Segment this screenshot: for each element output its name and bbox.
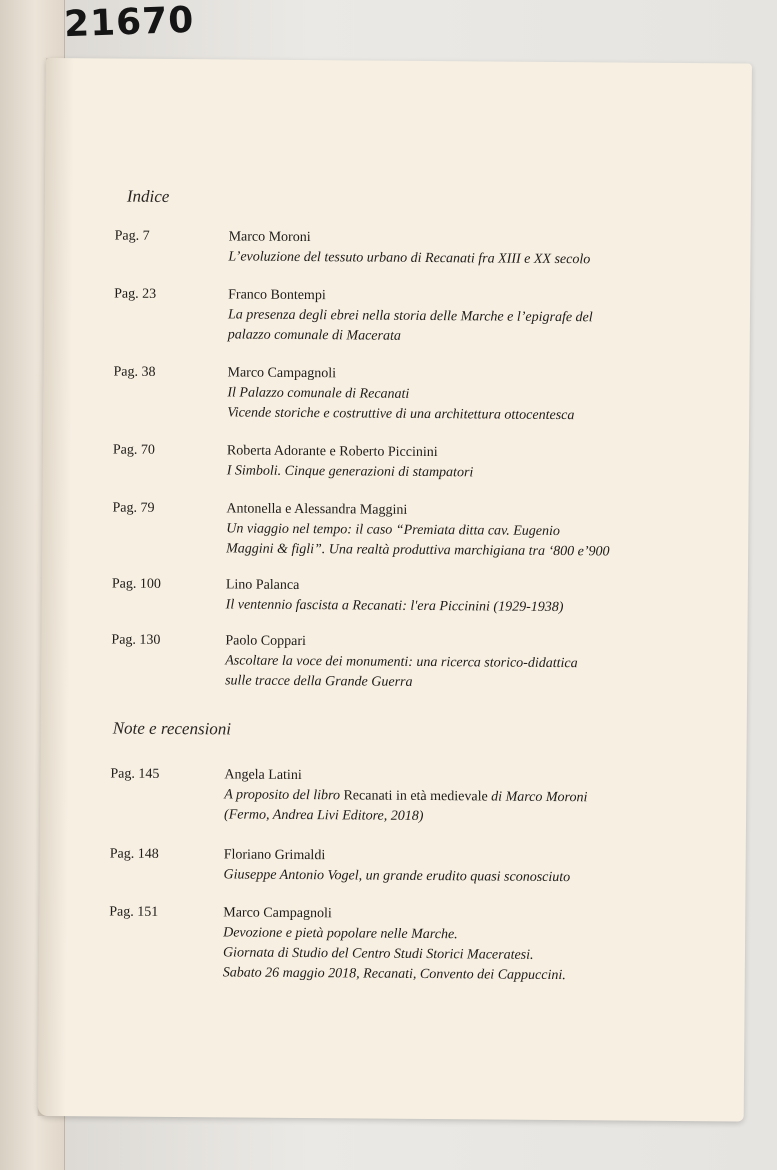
entry-title-line: L’evoluzione del tessuto urbano di Recanati fra XIII e XX secolo <box>228 249 591 268</box>
entry-author: Floriano Grimaldi <box>223 847 326 864</box>
entry-title-line: Devozione e pietà popolare nelle Marche. <box>223 925 458 943</box>
toc-entry <box>114 227 675 268</box>
entry-content <box>224 765 654 828</box>
toc-entry <box>109 845 670 886</box>
entry-content <box>226 575 656 618</box>
page-number: Pag. 148 <box>109 846 159 862</box>
entry-title-line: I Simboli. Cinque generazioni di stampatori <box>226 463 474 481</box>
entry-title-part: di Marco Moroni <box>487 789 588 806</box>
toc-entry <box>109 903 669 984</box>
section-heading-note: Note e recensioni <box>112 718 232 739</box>
entry-author: Angela Latini <box>224 767 302 784</box>
entry-content <box>225 631 655 694</box>
page-number: Pag. 38 <box>113 364 156 380</box>
entry-title-line: palazzo comunale di Macerata <box>227 327 401 344</box>
entry-title-line: Un viaggio nel tempo: il caso “Premiata ditta cav. Eugenio <box>226 521 560 540</box>
entry-content <box>227 441 657 484</box>
entry-title-line: Giuseppe Antonio Vogel, un grande erudito quasi sconosciuto <box>223 867 571 886</box>
page-number: Pag. 145 <box>110 766 160 782</box>
entry-title-line: (Fermo, Andrea Livi Editore, 2018) <box>224 807 424 824</box>
entry-title-line: Vicende storiche e costruttive di una architettura ottocentesca <box>227 405 575 424</box>
page-number: Pag. 7 <box>114 228 150 244</box>
entry-title-line: Giornata di Studio del Centro Studi Storici Maceratesi. <box>222 945 534 963</box>
entry-title-line: Il Palazzo comunale di Recanati <box>227 385 410 402</box>
entry-author: Marco Campagnoli <box>227 365 337 382</box>
page-number: Pag. 130 <box>111 632 161 648</box>
page-number: Pag. 79 <box>112 500 155 516</box>
page-number: Pag. 100 <box>111 576 161 592</box>
entry-content <box>224 845 654 888</box>
entry-content <box>223 903 654 986</box>
entry-title-line: Il ventennio fascista a Recanati: l'era Piccinini (1929-1938) <box>225 597 564 616</box>
entry-content <box>228 285 658 348</box>
page-number: Pag. 151 <box>109 904 159 920</box>
toc-entry <box>114 285 674 344</box>
entry-content <box>228 227 658 270</box>
entry-content <box>226 499 656 562</box>
page-number: Pag. 70 <box>112 442 155 458</box>
entry-author: Antonella e Alessandra Maggini <box>226 501 408 518</box>
book-title: Recanati in età medievale <box>343 788 488 805</box>
entry-author: Marco Moroni <box>228 229 311 246</box>
book-page <box>38 58 752 1122</box>
toc-entry <box>113 363 674 424</box>
entry-author: Lino Palanca <box>225 577 300 594</box>
toc-entry <box>111 631 672 690</box>
entry-author: Roberta Adorante e Roberto Piccinini <box>226 443 438 461</box>
handwritten-annotation: 21670 <box>63 0 195 46</box>
toc-entry <box>110 765 670 824</box>
entry-content <box>227 363 657 426</box>
entry-title-line: Sabato 26 maggio 2018, Recanati, Convento dei Cappuccini. <box>222 965 566 984</box>
entry-author: Paolo Coppari <box>225 633 306 650</box>
entry-title-line: Ascoltare la voce dei monumenti: una ricerca storico-didattica <box>225 653 578 672</box>
page-number: Pag. 23 <box>114 286 157 302</box>
toc-entry <box>111 575 672 616</box>
toc-entry <box>112 441 673 481</box>
entry-title-line: sulle tracce della Grande Guerra <box>225 673 413 690</box>
entry-title-part: A proposito del libro <box>224 787 344 804</box>
entry-author: Marco Campagnoli <box>223 905 332 922</box>
section-heading-indice: Indice <box>126 186 170 206</box>
entry-title-line: La presenza degli ebrei nella storia delle Marche e l’epigrafe del <box>227 307 593 326</box>
toc-entry <box>112 499 673 560</box>
entry-title-line: Maggini & figli”. Una realtà produttiva marchigiana tra ‘800 e’900 <box>226 541 610 560</box>
entry-author: Franco Bontempi <box>228 287 326 304</box>
